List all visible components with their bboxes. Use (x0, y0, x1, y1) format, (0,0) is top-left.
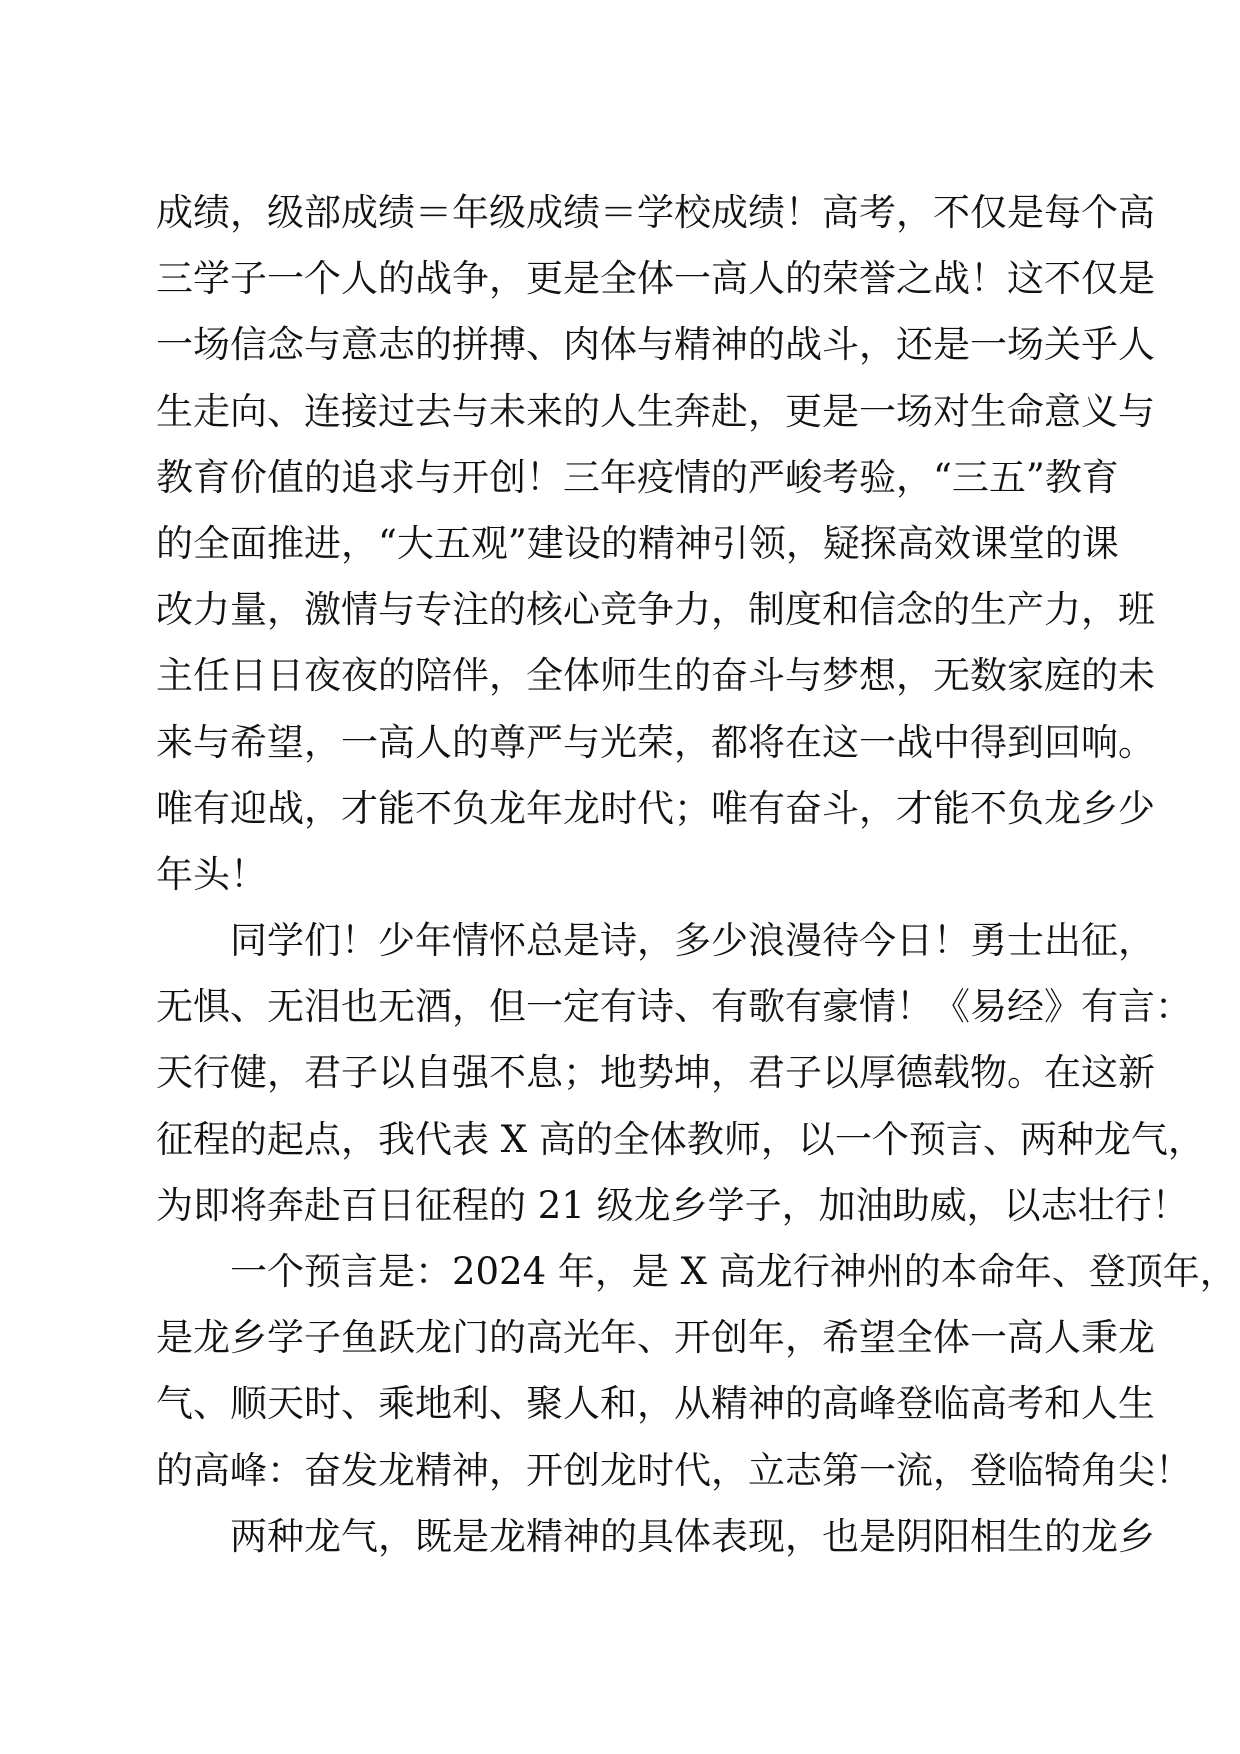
text-line: 改力量，激情与专注的核心竞争力，制度和信念的生产力，班 (156, 588, 1155, 632)
body-text (156, 180, 1237, 1570)
text-line: 的全面推进，“大五观”建设的精神引领，疑探高效课堂的课 (156, 521, 1119, 565)
text-line: 唯有迎战，才能不负龙年龙时代；唯有奋斗，才能不负龙乡少 (156, 786, 1155, 830)
text-line: 教育价值的追求与开创！三年疫情的严峻考验，“三五”教育 (156, 455, 1119, 499)
text-line: 的高峰：奋发龙精神，开创龙时代，立志第一流，登临犄角尖！ (156, 1448, 1192, 1492)
text-line: 生走向、连接过去与未来的人生奔赴，更是一场对生命意义与 (156, 389, 1155, 433)
text-line: 一个预言是：2024 年，是 X 高龙行神州的本命年、登顶年， (230, 1250, 1237, 1293)
text-line: 来与希望，一高人的尊严与光荣，都将在这一战中得到回响。 (156, 720, 1155, 764)
text-line: 成绩，级部成绩＝年级成绩＝学校成绩！高考，不仅是每个高 (156, 191, 1155, 234)
text-line: 同学们！少年情怀总是诗，多少浪漫待今日！勇士出征， (230, 919, 1155, 963)
paragraph-2 (156, 908, 1205, 1239)
text-line: 两种龙气，既是龙精神的具体表现，也是阴阳相生的龙乡 (230, 1514, 1155, 1558)
text-line: 天行健，君子以自强不息；地势坤，君子以厚德载物。在这新 (156, 1051, 1155, 1095)
text-line: 年头！ (156, 852, 267, 896)
text-line: 是龙乡学子鱼跃龙门的高光年、开创年，希望全体一高人秉龙 (156, 1316, 1155, 1360)
text-line: 三学子一个人的战争，更是全体一高人的荣誉之战！这不仅是 (156, 257, 1155, 301)
text-line: 征程的起点，我代表 X 高的全体教师，以一个预言、两种龙气， (156, 1117, 1205, 1161)
paragraph-4 (156, 1504, 1155, 1570)
text-line: 无惧、无泪也无酒，但一定有诗、有歌有豪情！《易经》有言： (156, 985, 1192, 1029)
text-line: 气、顺天时、乘地利、聚人和，从精神的高峰登临高考和人生 (156, 1382, 1155, 1426)
paragraph-1 (156, 180, 1155, 908)
paragraph-3 (156, 1239, 1237, 1504)
text-line: 为即将奔赴百日征程的 21 级龙乡学子，加油助威，以志壮行！ (156, 1183, 1189, 1227)
text-line: 一场信念与意志的拼搏、肉体与精神的战斗，还是一场关乎人 (156, 323, 1155, 367)
text-line: 主任日日夜夜的陪伴，全体师生的奋斗与梦想，无数家庭的未 (156, 654, 1155, 698)
